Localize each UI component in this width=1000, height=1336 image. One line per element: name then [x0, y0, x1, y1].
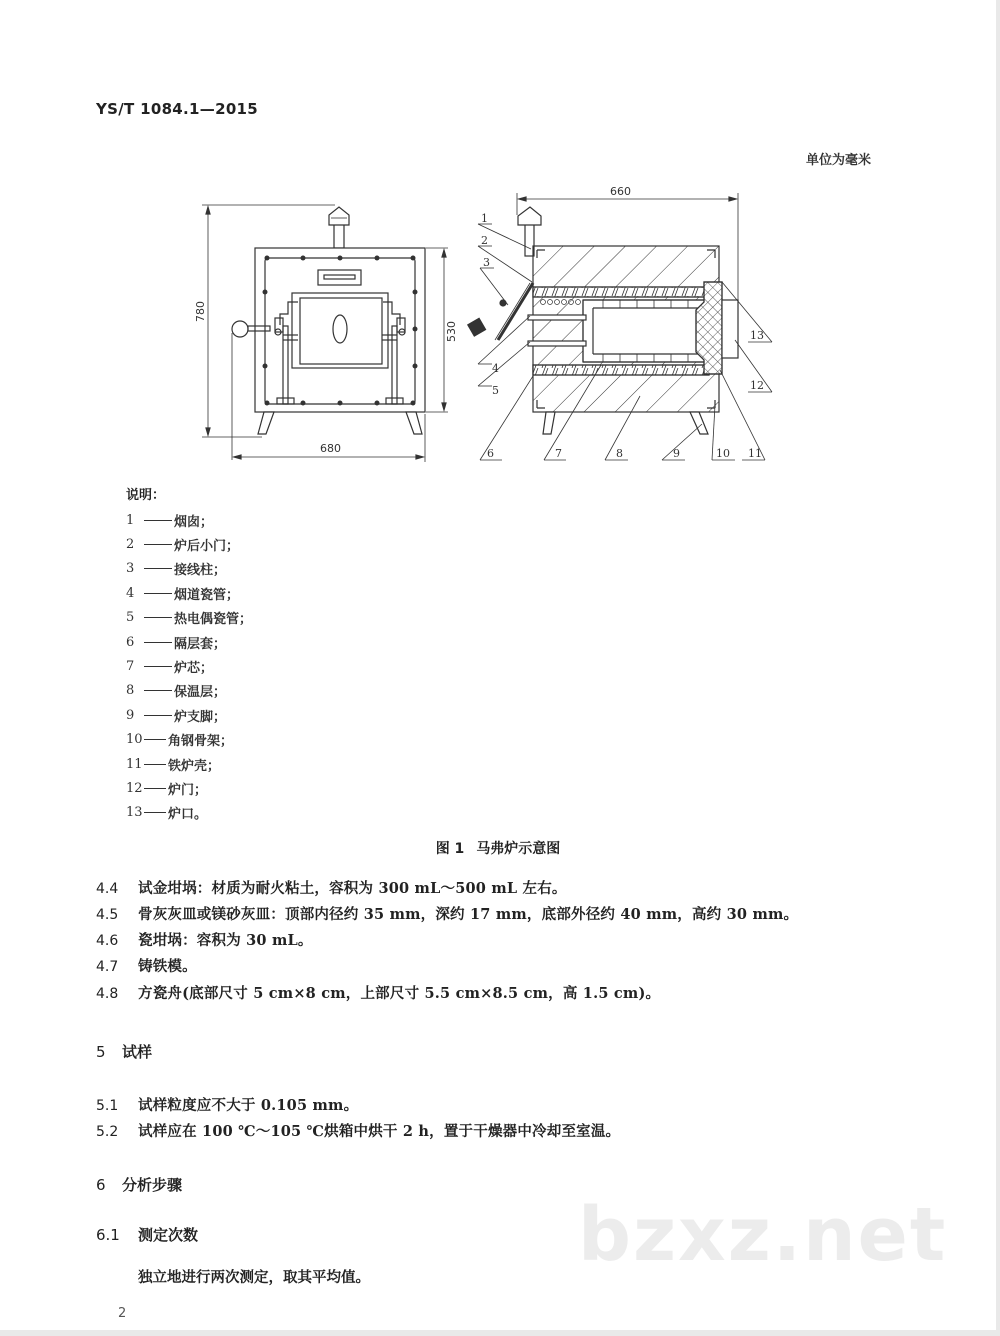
watermark: bzxz.net [578, 1192, 948, 1278]
legend-item: 7 炉芯； [126, 659, 214, 677]
legend-item: 11 铁炉壳； [126, 756, 221, 774]
muffle-furnace-figure [180, 170, 800, 470]
legend-item: 5 热电偶瓷管； [126, 610, 253, 628]
front-view [202, 205, 448, 462]
figure-legend [126, 508, 252, 825]
legend-item: 8 保温层； [126, 683, 227, 701]
section-6-heading: 6 分析步骤 [96, 1176, 183, 1194]
unit-note: 单位为毫米 [806, 153, 872, 168]
figure-label: 图 1 [435, 841, 465, 857]
clause-4-7: 4.7 铸铁模。 [96, 958, 197, 975]
clause-5-1: 5.1 试样粒度应不大于 0.105 mm。 [96, 1097, 359, 1114]
callout-2: 2 [481, 234, 488, 247]
clause-4-4: 4.4 试金坩埚：材质为耐火粘土，容积为 300 mL～500 mL 左右。 [96, 880, 567, 897]
dim-660: 660 [610, 185, 631, 198]
section-6-1-heading: 6.1 测定次数 [96, 1226, 199, 1244]
callout-13: 13 [750, 329, 764, 342]
callout-11: 11 [748, 447, 762, 460]
clause-4-8: 4.8 方瓷舟(底部尺寸 5 cm×8 cm，上部尺寸 5.5 cm×8.5 cm，高 1.5 cm)。 [96, 985, 661, 1002]
clause-4-6: 4.6 瓷坩埚：容积为 30 mL。 [96, 932, 313, 949]
figure-title: 马弗炉示意图 [476, 841, 561, 857]
dim-530: 530 [445, 321, 458, 342]
legend-item: 12 炉门； [126, 780, 208, 798]
callout-1: 1 [481, 212, 488, 225]
callout-5: 5 [492, 384, 499, 397]
clause-5-2: 5.2 试样应在 100 ℃～105 ℃烘箱中烘干 2 h，置于干燥器中冷却至室温。 [96, 1123, 621, 1140]
callout-9: 9 [673, 447, 680, 460]
callout-7: 7 [555, 447, 562, 460]
legend-item: 10 角钢骨架； [126, 732, 234, 750]
legend-item: 6 隔层套； [126, 634, 227, 652]
legend-title: 说明： [126, 488, 166, 503]
callout-4: 4 [492, 362, 499, 375]
legend-item: 4 烟道瓷管； [126, 585, 240, 603]
section-5-heading: 5 试样 [96, 1043, 153, 1061]
legend-item: 9 炉支脚； [126, 707, 227, 725]
clause-4-5: 4.5 骨灰灰皿或镁砂灰皿：顶部内径约 35 mm，深约 17 mm，底部外径约 40 mm，高约 30 mm。 [96, 906, 799, 923]
side-view [468, 193, 772, 460]
dim-780: 780 [194, 301, 207, 322]
section-6-1-paragraph: 独立地进行两次测定，取其平均值。 [138, 1269, 370, 1286]
legend-item: 2 炉后小门； [126, 537, 240, 555]
standard-code: YS/T 1084.1—2015 [96, 100, 259, 118]
legend-item: 1 烟囱； [126, 512, 214, 530]
page-number: 2 [118, 1306, 127, 1321]
callout-12: 12 [750, 379, 764, 392]
dim-680: 680 [320, 442, 341, 455]
figure-caption [0, 838, 996, 858]
callout-6: 6 [487, 447, 494, 460]
callout-3: 3 [483, 256, 490, 269]
legend-item: 3 接线柱； [126, 561, 227, 579]
callout-8: 8 [616, 447, 623, 460]
callout-10: 10 [716, 447, 730, 460]
legend-item: 13 炉口。 [126, 805, 208, 823]
